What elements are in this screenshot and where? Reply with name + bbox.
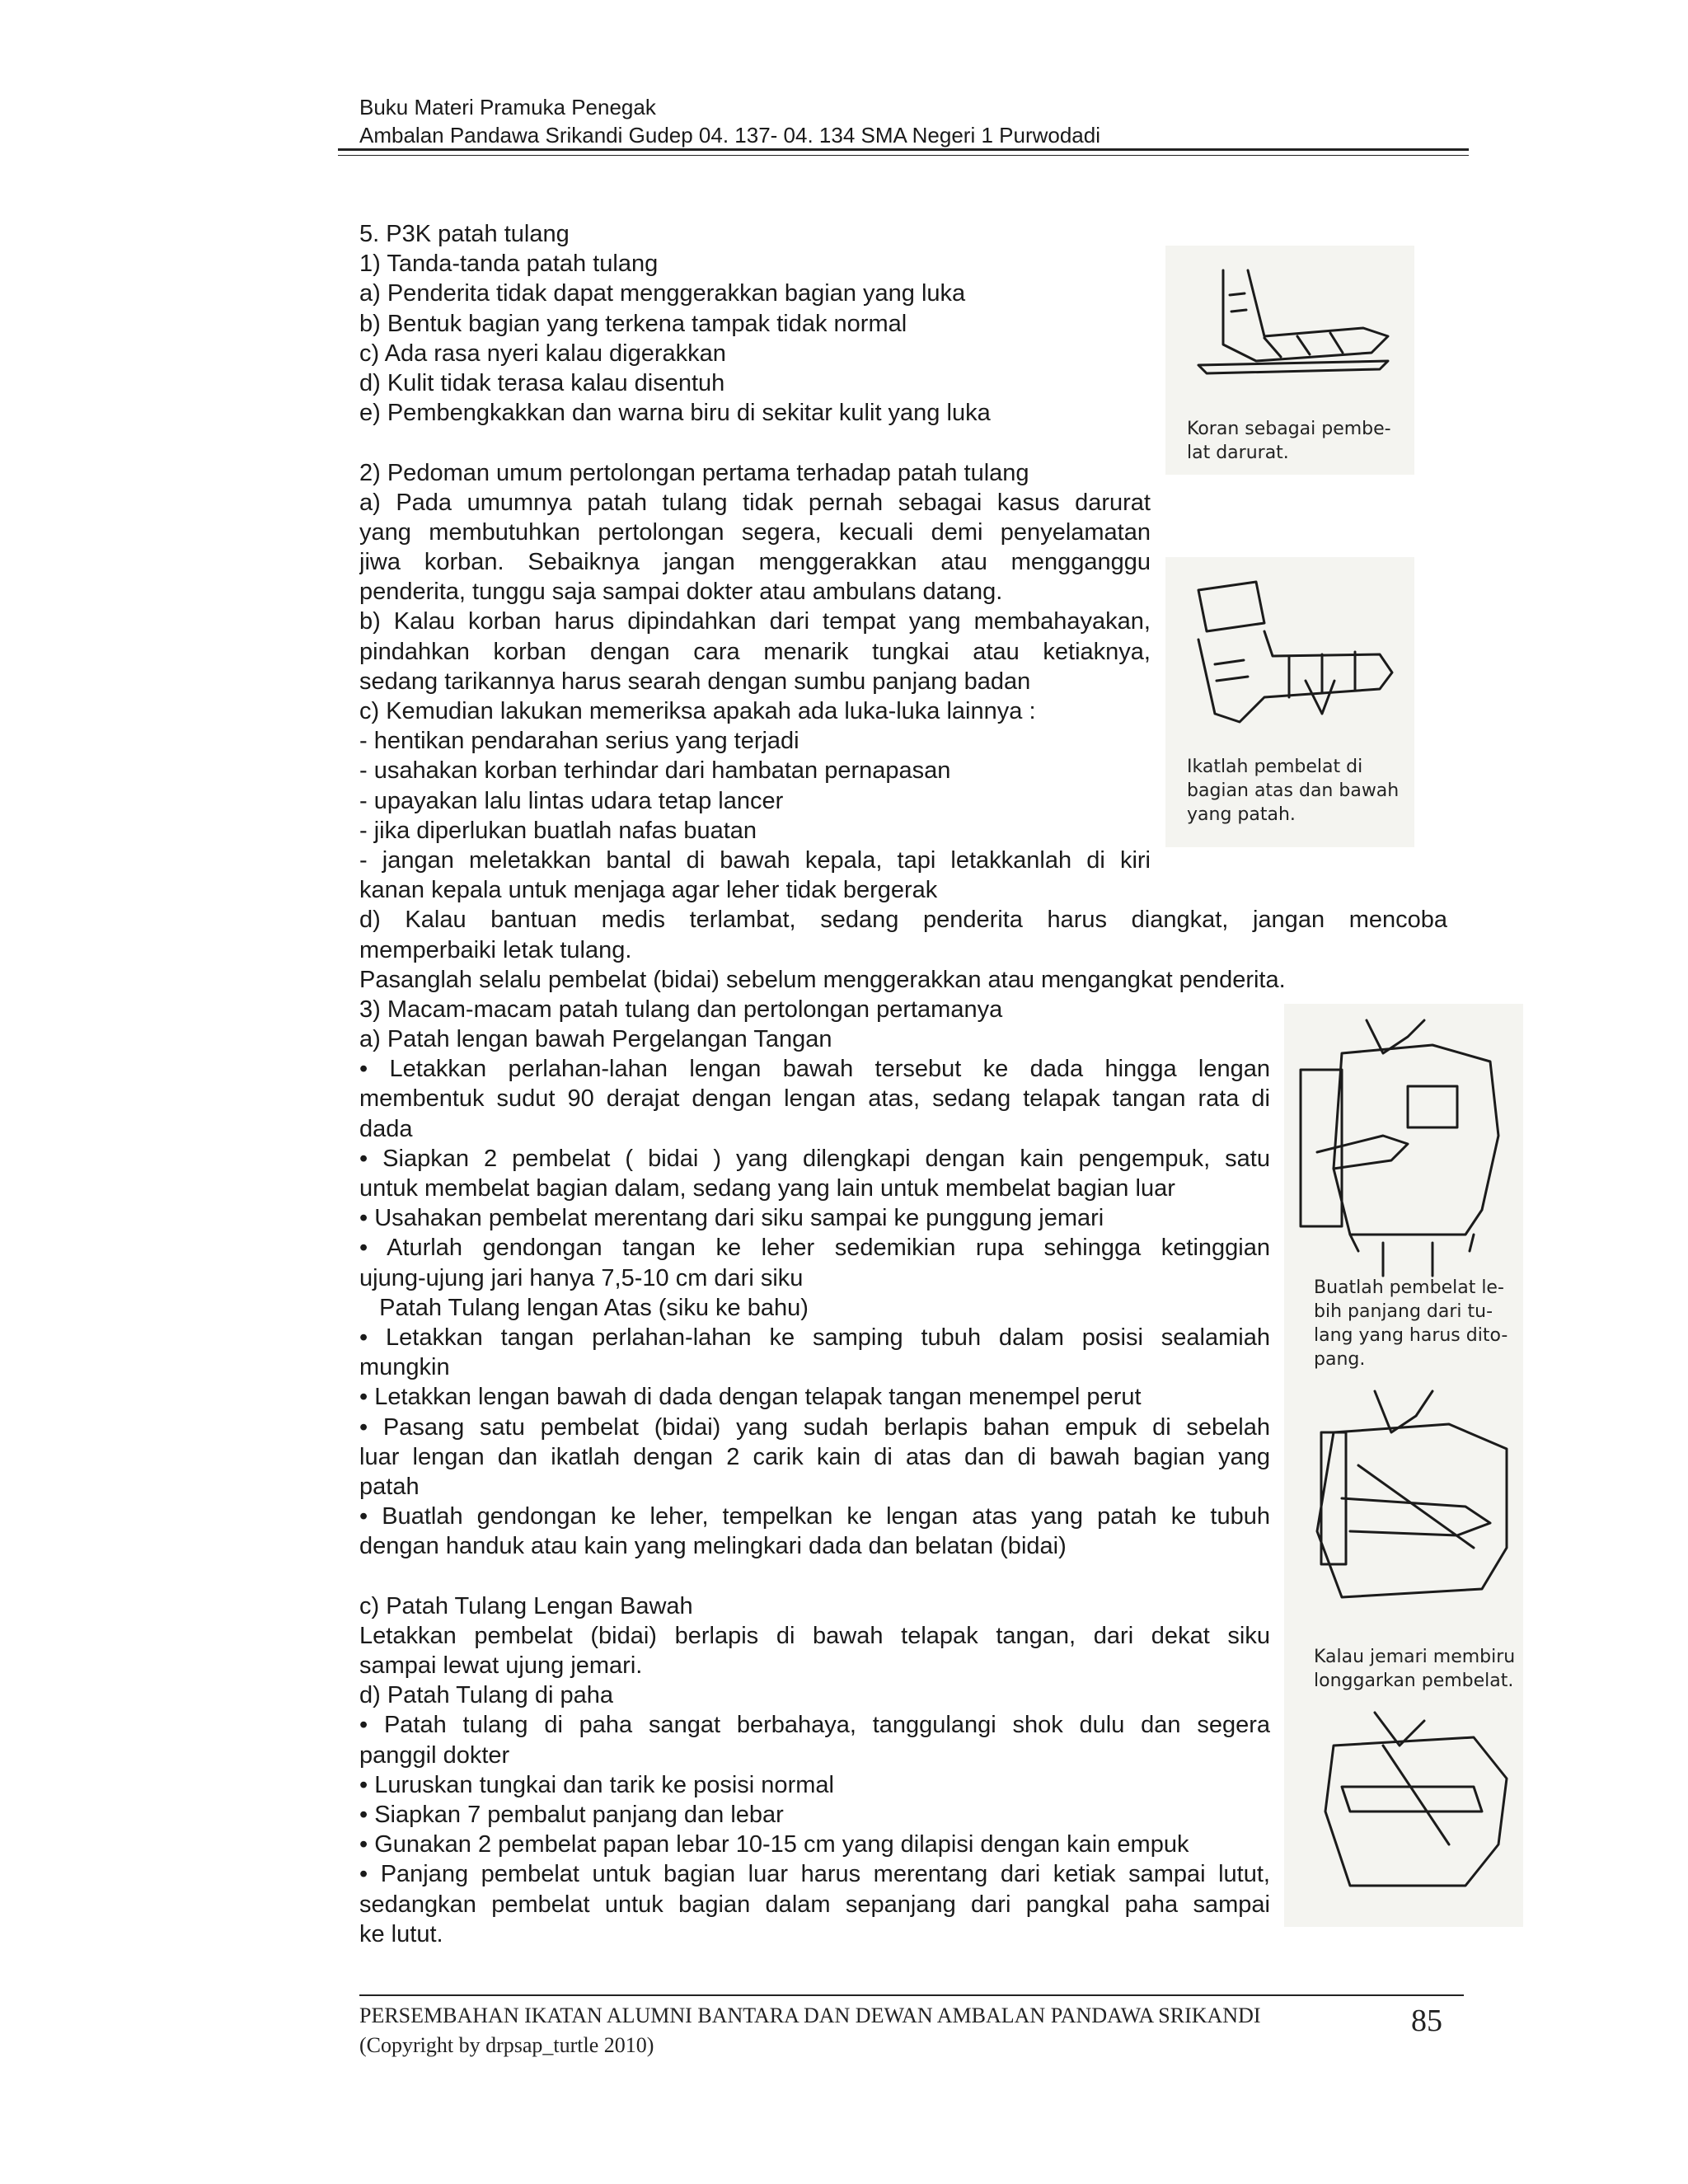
subsection-signs-title: 1) Tanda-tanda patah tulang xyxy=(359,251,659,278)
body-line: • Usahakan pembelat merentang dari siku sampai ke punggung jemari xyxy=(359,1205,1104,1232)
body-line: jiwa korban. Sebaiknya jangan menggerakkan atau mengganggu xyxy=(359,549,1151,576)
page-number: 85 xyxy=(1411,2004,1442,2038)
body-line: sampai lewat ujung jemari. xyxy=(359,1652,643,1679)
body-line: penderita, tunggu saja sampai dokter atau ambulans datang. xyxy=(359,579,1003,606)
body-line: memperbaiki letak tulang. xyxy=(359,936,632,963)
body-line: - hentikan pendarahan serius yang terjadi xyxy=(359,728,799,755)
body-line: Letakkan pembelat (bidai) berlapis di bawah telapak tangan, dari dekat siku xyxy=(359,1622,1270,1649)
header-divider xyxy=(338,148,1469,156)
subsection-guidelines-title: 2) Pedoman umum pertolongan pertama terhadap patah tulang xyxy=(359,459,1029,486)
body-line: membentuk sudut 90 derajat dengan lengan atas, sedang telapak tangan rata di xyxy=(359,1085,1270,1113)
body-line: patah xyxy=(359,1473,420,1500)
body-line: • Panjang pembelat untuk bagian luar harus merentang dari ketiak sampai lutut, xyxy=(359,1861,1270,1888)
body-line: pindahkan korban dengan cara menarik tungkai atau ketiaknya, xyxy=(359,638,1151,665)
body-line: c) Ada rasa nyeri kalau digerakkan xyxy=(359,340,726,367)
body-line: • Luruskan tungkai dan tarik ke posisi normal xyxy=(359,1771,834,1798)
body-line: untuk membelat bagian dalam, sedang yang lain untuk membelat bagian luar xyxy=(359,1175,1175,1202)
body-line: a) Patah lengan bawah Pergelangan Tangan xyxy=(359,1026,832,1053)
caption-newspaper-line-2: lat darurat. xyxy=(1187,443,1289,463)
page-header xyxy=(359,93,1464,149)
caption-newspaper-line-1: Koran sebagai pembe- xyxy=(1187,419,1391,439)
body-line: kanan kepala untuk menjaga agar leher tidak bergerak xyxy=(359,877,938,904)
body-line: panggil dokter xyxy=(359,1741,510,1769)
body-line: a) Penderita tidak dapat menggerakkan bagian yang luka xyxy=(359,280,966,307)
paragraph-gap xyxy=(359,1561,1447,1591)
body-line: d) Kulit tidak terasa kalau disentuh xyxy=(359,369,725,396)
body-line: b) Kalau korban harus dipindahkan dari tempat yang membahayakan, xyxy=(359,608,1151,635)
caption-loosen-line-1: Kalau jemari membiru xyxy=(1314,1647,1516,1667)
caption-tie-line-2: bagian atas dan bawah xyxy=(1187,780,1400,801)
body-line: • Siapkan 7 pembalut panjang dan lebar xyxy=(359,1801,784,1828)
footer-dedication: PERSEMBAHAN IKATAN ALUMNI BANTARA DAN DEWAN AMBALAN PANDAWA SRIKANDI xyxy=(359,2004,1261,2027)
body-line: - upayakan lalu lintas udara tetap lancer xyxy=(359,787,784,814)
body-line: luar lengan dan ikatlah dengan 2 carik kain di atas dan di bawah bagian yang xyxy=(359,1443,1270,1470)
body-line: • Letakkan perlahan-lahan lengan bawah tersebut ke dada hingga lengan xyxy=(359,1056,1270,1083)
body-line: - jika diperlukan buatlah nafas buatan xyxy=(359,817,757,844)
body-line: • Gunakan 2 pembelat papan lebar 10-15 cm yang dilapisi dengan kain empuk xyxy=(359,1831,1189,1858)
caption-loosen-line-2: longgarkan pembelat. xyxy=(1314,1671,1514,1691)
body-line: • Aturlah gendongan tangan ke leher sedemikian rupa sehingga ketinggian xyxy=(359,1235,1270,1262)
body-line: ujung-ujung jari hanya 7,5-10 cm dari siku xyxy=(359,1264,804,1291)
caption-tie-line-3: yang patah. xyxy=(1187,804,1296,825)
body-line: - usahakan korban terhindar dari hambatan pernapasan xyxy=(359,757,951,785)
body-line: dada xyxy=(359,1115,413,1142)
body-line: sedang tarikannya harus searah dengan sumbu panjang badan xyxy=(359,668,1031,695)
body-line: e) Pembengkakkan dan warna biru di sekitar kulit yang luka xyxy=(359,400,991,427)
page-footer xyxy=(359,2001,1261,2060)
caption-longer-splint-line-1: Buatlah pembelat le- xyxy=(1314,1277,1504,1298)
footer-copyright: (Copyright by drpsap_turtle 2010) xyxy=(359,2033,654,2057)
body-line: - jangan meletakkan bantal di bawah kepala, tapi letakkanlah di kiri xyxy=(359,846,1151,874)
body-line: d) Patah Tulang di paha xyxy=(359,1682,613,1709)
caption-longer-splint-line-2: bih panjang dari tu- xyxy=(1314,1301,1493,1322)
subsection-types-title: 3) Macam-macam patah tulang dan pertolongan pertamanya xyxy=(359,996,1003,1023)
body-line: yang membutuhkan pertolongan segera, kecuali demi penyelamatan xyxy=(359,518,1151,546)
body-line: c) Patah Tulang Lengan Bawah xyxy=(359,1592,693,1619)
footer-divider xyxy=(359,1994,1464,1996)
body-line: sedangkan pembelat untuk bagian dalam sepanjang dari pangkal paha sampai xyxy=(359,1891,1270,1918)
body-line: • Siapkan 2 pembelat ( bidai ) yang dilengkapi dengan kain pengempuk, satu xyxy=(359,1145,1270,1172)
section-title-p3k: 5. P3K patah tulang xyxy=(359,221,570,247)
body-line: c) Kemudian lakukan memeriksa apakah ada luka-luka lainnya : xyxy=(359,698,1036,724)
body-line: Patah Tulang lengan Atas (siku ke bahu) xyxy=(359,1294,809,1321)
body-line: dengan handuk atau kain yang melingkari dada dan belatan (bidai) xyxy=(359,1533,1067,1560)
body-line: ke lutut. xyxy=(359,1920,443,1947)
caption-longer-splint-line-4: pang. xyxy=(1314,1349,1366,1370)
body-line: • Patah tulang di paha sangat berbahaya, tanggulangi shok dulu dan segera xyxy=(359,1712,1270,1739)
body-line: • Letakkan lengan bawah di dada dengan telapak tangan menempel perut xyxy=(359,1384,1142,1411)
body-line: d) Kalau bantuan medis terlambat, sedang penderita harus diangkat, jangan mencoba xyxy=(359,907,1447,934)
paragraph-gap xyxy=(359,428,1447,457)
body-line: a) Pada umumnya patah tulang tidak pernah sebagai kasus darurat xyxy=(359,489,1151,516)
body-line: mungkin xyxy=(359,1354,450,1381)
body-line: • Pasang satu pembelat (bidai) yang sudah berlapis bahan empuk di sebelah xyxy=(359,1413,1270,1441)
caption-tie-line-1: Ikatlah pembelat di xyxy=(1187,757,1363,777)
header-organization: Ambalan Pandawa Srikandi Gudep 04. 137- 04. 134 SMA Negeri 1 Purwodadi xyxy=(359,123,1101,148)
body-line: • Buatlah gendongan ke leher, tempelkan ke lengan atas yang patah ke tubuh xyxy=(359,1503,1270,1530)
caption-longer-splint-line-3: lang yang harus dito- xyxy=(1314,1325,1508,1346)
document-body xyxy=(359,219,1447,1949)
body-line: • Letakkan tangan perlahan-lahan ke samping tubuh dalam posisi sealamiah xyxy=(359,1324,1270,1351)
body-line: Pasanglah selalu pembelat (bidai) sebelum menggerakkan atau mengangkat penderita. xyxy=(359,966,1286,993)
header-book-title: Buku Materi Pramuka Penegak xyxy=(359,95,656,120)
body-line: b) Bentuk bagian yang terkena tampak tidak normal xyxy=(359,310,907,337)
